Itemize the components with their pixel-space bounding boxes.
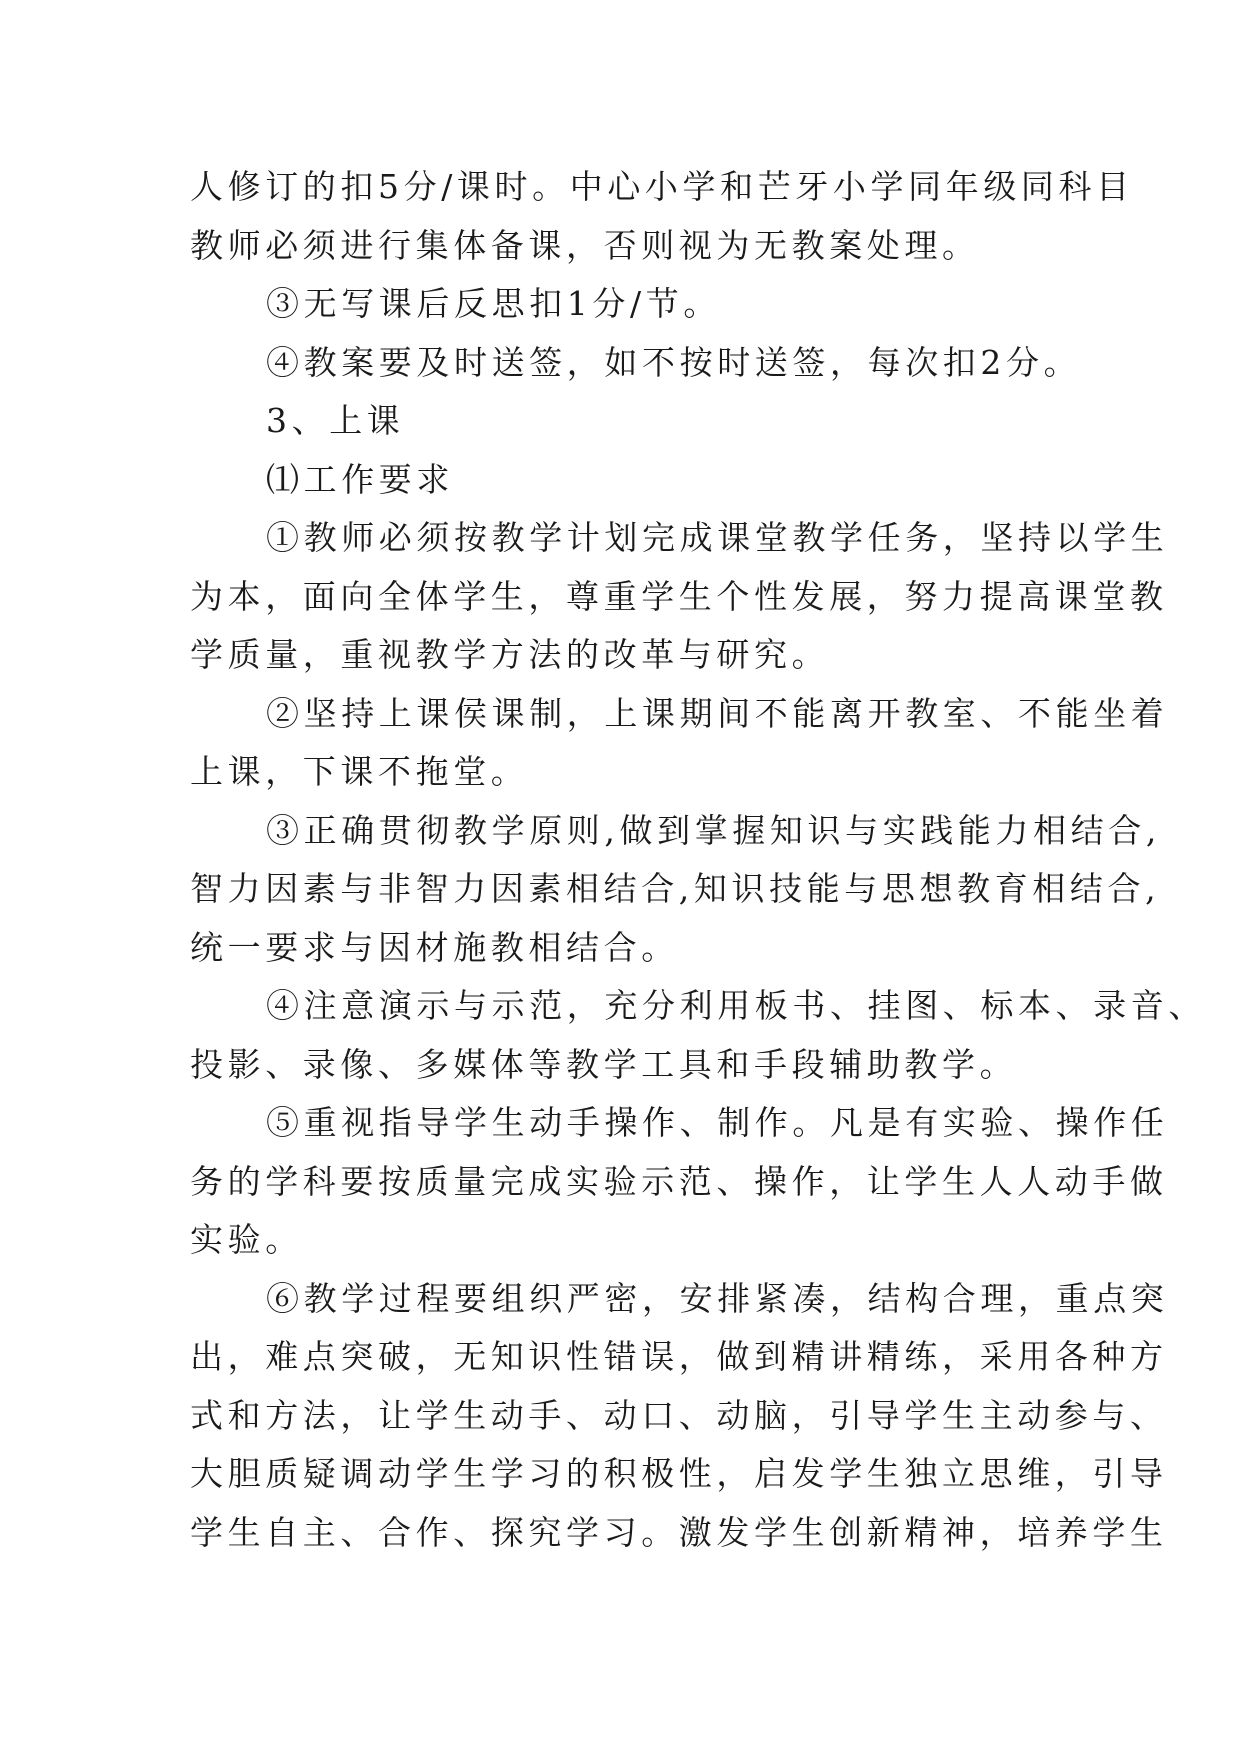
- text-line-23: 大胆质疑调动学生学习的积极性，启发学生独立思维，引导: [190, 1454, 1168, 1493]
- text-line-24: 学生自主、合作、探究学习。激发学生创新精神，培养学生: [190, 1512, 1168, 1552]
- text-line-10: ②坚持上课侯课制，上课期间不能离开教室、不能坐着: [266, 693, 1169, 733]
- text-line-15: ④注意演示与示范，充分利用板书、挂图、标本、录音、: [266, 986, 1206, 1025]
- text-line-3: ③无写课后反思扣1分/节。: [266, 284, 721, 323]
- text-line-2: 教师必须进行集体备课，否则视为无教案处理。: [190, 225, 980, 265]
- text-line-17: ⑤重视指导学生动手操作、制作。凡是有实验、操作任: [266, 1103, 1169, 1142]
- section-heading: 3、上课: [266, 401, 405, 440]
- text-line-20: ⑥教学过程要组织严密，安排紧凑，结构合理，重点突: [266, 1278, 1169, 1318]
- text-line-13: 智力因素与非智力因素相结合,知识技能与思想教育相结合,: [190, 869, 1161, 908]
- text-line-14: 统一要求与因材施教相结合。: [190, 927, 679, 967]
- subsection-heading: ⑴工作要求: [266, 459, 454, 499]
- text-line-11: 上课，下课不拖堂。: [190, 752, 529, 791]
- text-line-7: ①教师必须按教学计划完成课堂教学任务，坚持以学生: [266, 518, 1169, 557]
- text-line-4: ④教案要及时送签，如不按时送签，每次扣2分。: [266, 342, 1082, 382]
- text-line-22: 式和方法，让学生动手、动口、动脑，引导学生主动参与、: [190, 1395, 1168, 1435]
- text-line-18: 务的学科要按质量完成实验示范、操作，让学生人人动手做: [190, 1161, 1168, 1201]
- text-line-1: 人修订的扣5分/课时。中心小学和芒牙小学同年级同科目: [190, 167, 1134, 206]
- text-line-9: 学质量，重视教学方法的改革与研究。: [190, 635, 830, 674]
- text-line-19: 实验。: [190, 1220, 303, 1259]
- text-line-8: 为本，面向全体学生，尊重学生个性发展，努力提高课堂教: [190, 576, 1168, 616]
- text-line-16: 投影、录像、多媒体等教学工具和手段辅助教学。: [190, 1044, 1018, 1084]
- text-line-12: ③正确贯彻教学原则,做到掌握知识与实践能力相结合,: [266, 810, 1161, 850]
- body-text: [190, 158, 1206, 1562]
- text-line-21: 出，难点突破，无知识性错误，做到精讲精练，采用各种方: [190, 1337, 1168, 1376]
